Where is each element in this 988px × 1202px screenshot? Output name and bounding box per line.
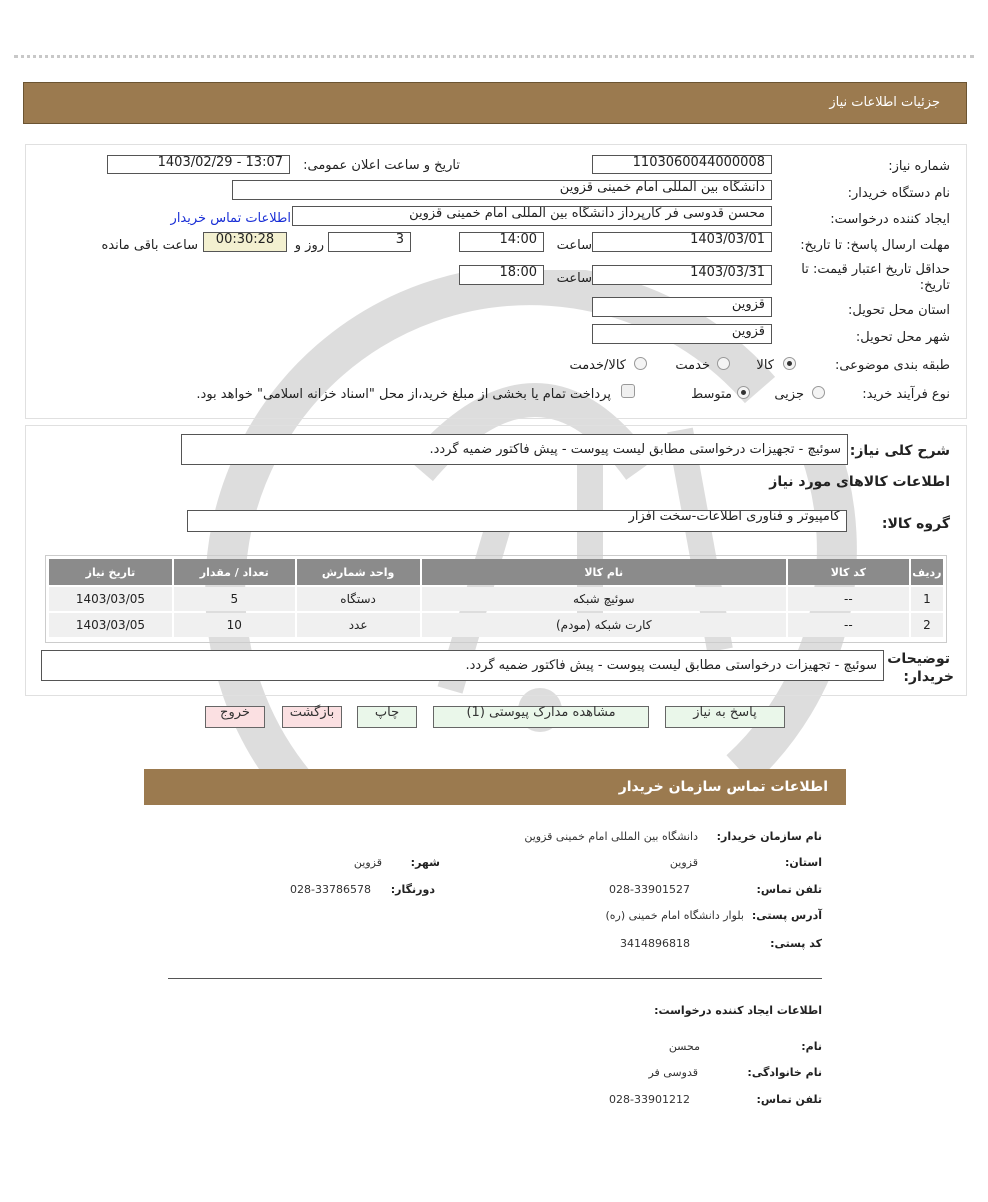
deadline-time-field: 14:00 xyxy=(459,232,544,252)
cell-qty: 10 xyxy=(174,613,295,637)
process-medium-label: متوسط xyxy=(691,387,732,402)
exit-button[interactable]: خروج xyxy=(205,706,265,728)
remaining-time-field: 00:30:28 xyxy=(203,232,287,252)
creator-family-value: قدوسی فر xyxy=(648,1066,698,1079)
process-label: نوع فرآیند خرید: xyxy=(862,387,950,402)
need-number-label: شماره نیاز: xyxy=(888,159,950,174)
contact-org-value: دانشگاه بین المللی امام خمینی قزوین xyxy=(524,830,698,843)
col-code-header: کد کالا xyxy=(788,559,909,585)
remaining-label: ساعت باقی مانده xyxy=(101,238,198,253)
buyer-notes-label-2: خریدار: xyxy=(903,669,954,685)
treasury-payment-note: پرداخت تمام یا بخشی از مبلغ خرید،از محل "اسناد خزانه اسلامی" خواهد بود. xyxy=(196,387,611,402)
validity-hour-label: ساعت xyxy=(556,271,592,286)
view-documents-button[interactable]: مشاهده مدارک پیوستی (1) xyxy=(433,706,649,728)
category-service-label: خدمت xyxy=(675,358,710,373)
creator-name-value: محسن xyxy=(668,1040,700,1053)
process-minor-label: جزیی xyxy=(774,387,804,402)
col-unit-header: واحد شمارش xyxy=(297,559,420,585)
cell-date: 1403/03/05 xyxy=(49,587,172,611)
items-table-header-row xyxy=(49,559,943,585)
goods-group-field: کامپیوتر و فناوری اطلاعات-سخت افزار xyxy=(187,510,847,532)
col-date-header: تاریخ نیاز xyxy=(49,559,172,585)
validity-label: حداقل تاریخ اعتبار قیمت: تا تاریخ: xyxy=(801,262,950,293)
contact-postal-label: کد پستی: xyxy=(770,937,822,950)
back-button[interactable]: بازگشت xyxy=(282,706,342,728)
deadline-label: مهلت ارسال پاسخ: تا تاریخ: xyxy=(800,238,950,253)
category-label: طبقه بندی موضوعی: xyxy=(834,358,950,373)
province-label: استان محل تحویل: xyxy=(848,303,950,318)
contact-address-value: بلوار دانشگاه امام خمینی (ره) xyxy=(605,909,744,922)
items-table xyxy=(47,557,945,639)
contact-phone-label: تلفن تماس: xyxy=(756,883,822,896)
process-minor-radio[interactable] xyxy=(812,386,825,399)
province-field: قزوین xyxy=(592,297,772,317)
cell-name: سوئیچ شبکه xyxy=(422,587,786,611)
contact-province-value: قزوین xyxy=(669,856,698,869)
goods-group-label: گروه کالا: xyxy=(881,516,950,532)
summary-field: سوئیچ - تجهیزات درخواستی مطابق لیست پیوست - پیش فاکتور ضمیه گردد. xyxy=(181,434,848,465)
contact-city-label: شهر: xyxy=(410,856,440,869)
contact-postal-value: 3414896818 xyxy=(620,937,690,950)
validity-date-field: 1403/03/31 xyxy=(592,265,772,285)
table-row xyxy=(49,613,943,637)
announce-label: تاریخ و ساعت اعلان عمومی: xyxy=(303,158,460,173)
print-button[interactable]: چاپ xyxy=(357,706,417,728)
col-qty-header: تعداد / مقدار xyxy=(174,559,295,585)
contact-org-label: نام سازمان خریدار: xyxy=(716,830,822,843)
page-title: جزئیات اطلاعات نیاز xyxy=(829,95,940,110)
cell-qty: 5 xyxy=(174,587,295,611)
need-number-field: 1103060044000008 xyxy=(592,155,772,174)
cell-code: -- xyxy=(788,587,909,611)
contact-fax-value: 028-33786578 xyxy=(290,883,371,896)
category-goods-radio[interactable] xyxy=(783,357,796,370)
buyer-org-field: دانشگاه بین المللی امام خمینی قزوین xyxy=(232,180,772,200)
buyer-contact-link-text[interactable]: اطلاعات تماس خریدار xyxy=(170,211,291,226)
creator-info-title: اطلاعات ایجاد کننده درخواست: xyxy=(654,1004,822,1017)
reply-button[interactable]: پاسخ به نیاز xyxy=(665,706,785,728)
contact-fax-label: دورنگار: xyxy=(390,883,435,896)
category-both-label: کالا/خدمت xyxy=(569,358,626,373)
category-goods-label: کالا xyxy=(756,358,774,373)
cell-row: 2 xyxy=(911,613,943,637)
summary-label: شرح کلی نیاز: xyxy=(849,443,950,459)
buyer-notes-label-1: توضیحات xyxy=(887,651,950,667)
city-field: قزوین xyxy=(592,324,772,344)
creator-family-label: نام خانوادگی: xyxy=(747,1066,822,1079)
creator-label: ایجاد کننده درخواست: xyxy=(830,212,950,227)
buyer-org-label: نام دستگاه خریدار: xyxy=(847,186,950,201)
cell-unit: عدد xyxy=(297,613,420,637)
deadline-hour-label: ساعت xyxy=(556,238,592,253)
validity-time-field: 18:00 xyxy=(459,265,544,285)
cell-row: 1 xyxy=(911,587,943,611)
contact-address-label: آدرس پستی: xyxy=(751,909,822,922)
items-section-title: اطلاعات کالاهای مورد نیاز xyxy=(769,474,950,490)
contact-city-value: قزوین xyxy=(353,856,382,869)
contact-province-label: استان: xyxy=(785,856,822,869)
category-service-radio[interactable] xyxy=(717,357,730,370)
cell-code: -- xyxy=(788,613,909,637)
page-header-bar xyxy=(23,82,967,124)
top-dotted-divider xyxy=(14,55,974,58)
col-name-header: نام کالا xyxy=(422,559,786,585)
category-both-radio[interactable] xyxy=(634,357,647,370)
creator-phone-value: 028-33901212 xyxy=(609,1093,690,1106)
deadline-date-field: 1403/03/01 xyxy=(592,232,772,252)
creator-name-label: نام: xyxy=(801,1040,822,1053)
city-label: شهر محل تحویل: xyxy=(855,330,950,345)
announce-field: 1403/02/29 - 13:07 xyxy=(107,155,290,174)
cell-name: کارت شبکه (مودم) xyxy=(422,613,786,637)
contact-divider xyxy=(168,978,822,979)
buyer-notes-field: سوئیچ - تجهیزات درخواستی مطابق لیست پیوست - پیش فاکتور ضمیه گردد. xyxy=(41,650,884,681)
contact-section-title: اطلاعات تماس سازمان خریدار xyxy=(618,779,828,795)
creator-phone-label: تلفن تماس: xyxy=(756,1093,822,1106)
buyer-contact-link[interactable] xyxy=(171,211,291,226)
treasury-payment-checkbox[interactable] xyxy=(621,384,635,398)
contact-section-header xyxy=(144,769,846,805)
contact-phone-value: 028-33901527 xyxy=(609,883,690,896)
cell-unit: دستگاه xyxy=(297,587,420,611)
col-row-header: ردیف xyxy=(911,559,943,585)
table-row xyxy=(49,587,943,611)
cell-date: 1403/03/05 xyxy=(49,613,172,637)
process-medium-radio[interactable] xyxy=(737,386,750,399)
days-label: روز و xyxy=(294,238,324,253)
days-field: 3 xyxy=(328,232,411,252)
creator-field: محسن قدوسی فر کارپرداز دانشگاه بین المللی امام خمینی قزوین xyxy=(292,206,772,226)
